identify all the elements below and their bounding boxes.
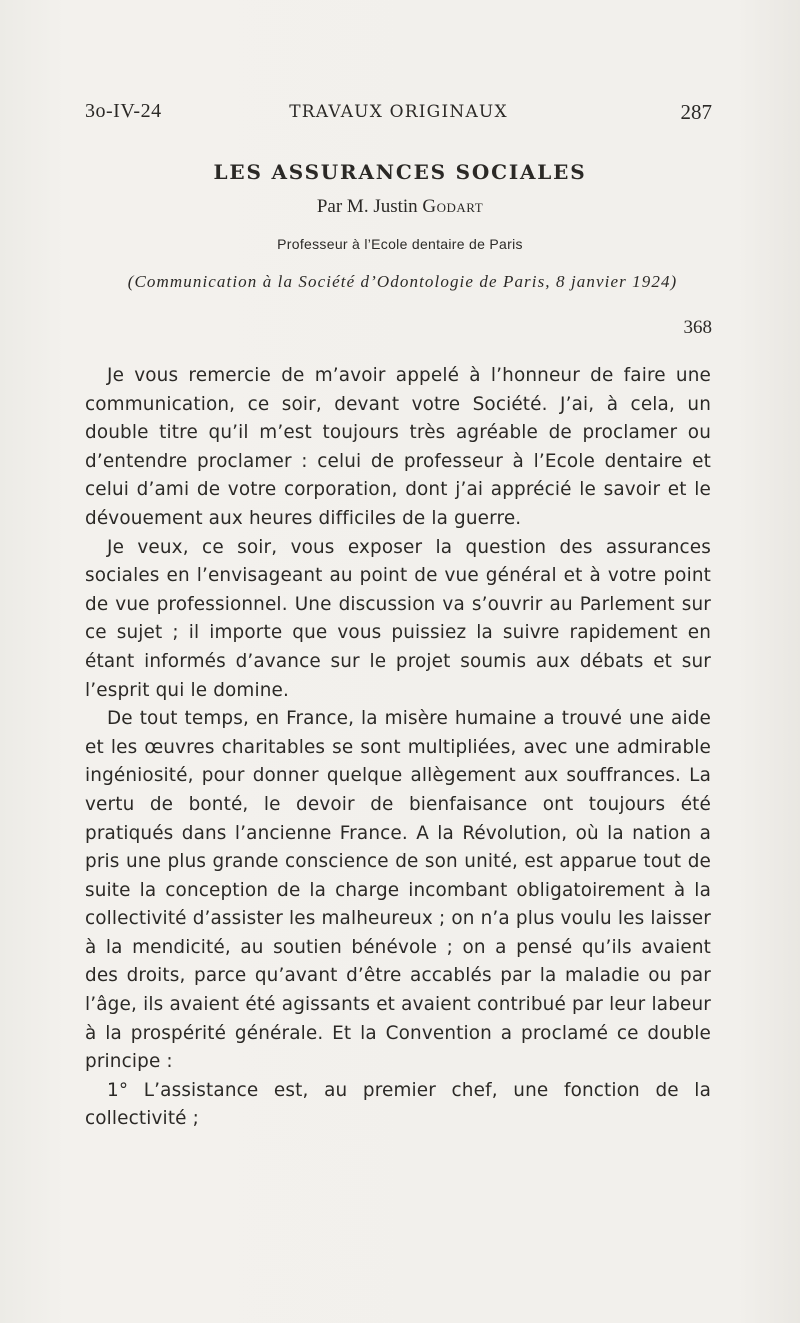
page-number: 287: [680, 100, 712, 124]
author-affiliation: Professeur à l’Ecole dentaire de Paris: [277, 236, 523, 252]
article-title: LES ASSURANCES SOCIALES: [213, 160, 587, 184]
article-author: [0, 196, 800, 218]
reference-number: 368: [683, 317, 712, 338]
paragraph: 1° L’assistance est, au premier chef, une fonction de la collectivité ;: [85, 1079, 711, 1130]
paragraph: De tout temps, en France, la misère humaine a trouvé une aide et les œuvres charitables se sont multipliées, avec une admirable ingéniosité, pour donner quelque allègement aux souffrances. La vertu de bonté, le devoir de bienfaisance ont toujours été pratiqués dans l’ancienne France. A la Révolution, où la nation a pris une plus grande conscience de son unité, est apparue tout de suite la conception de la charge incombant obligatoirement à la collectivité d’assister les malheureux ; on n’a plus voulu les laisser à la mendicité, au soutien bénévole ; on a pensé qu’ils avaient des droits, parce qu’avant d’être accablés par la maladie ou par l’âge, ils avaient été agissants et avaient contribué par leur labeur à la prospérité générale. Et la Convention a proclamé ce double principe :: [85, 708, 711, 1073]
paragraph: Je veux, ce soir, vous exposer la question des assurances sociales en l’envisageant au point de vue général et à votre point de vue professionnel. Une discussion va s’ouvrir au Parlement sur ce sujet ; il importe que vous puissiez la suivre rapidement en étant informés d’avance sur le projet soumis aux débats et sur l’esprit qui le domine.: [85, 536, 711, 701]
header-section-title: TRAVAUX ORIGINAUX: [289, 102, 508, 122]
article-body: [85, 362, 711, 1134]
communication-note: (Communication à la Société d’Odontologie de Paris, 8 janvier 1924): [127, 272, 678, 291]
running-header: [85, 100, 712, 130]
author-prefix: Par M. Justin: [316, 196, 418, 217]
paragraph: Je vous remercie de m’avoir appelé à l’honneur de faire une communication, ce soir, devant votre Société. J’ai, à cela, un double titre qu’il m’est toujours très agréable de proclamer ou d’entendre proclamer : celui de professeur à l’Ecole dentaire et celui d’ami de votre corporation, dont j’ai apprécié le savoir et le dévouement aux heures difficiles de la guerre.: [85, 365, 711, 529]
author-surname: Godart: [422, 196, 484, 217]
header-date: 3o-IV-24: [85, 100, 162, 122]
